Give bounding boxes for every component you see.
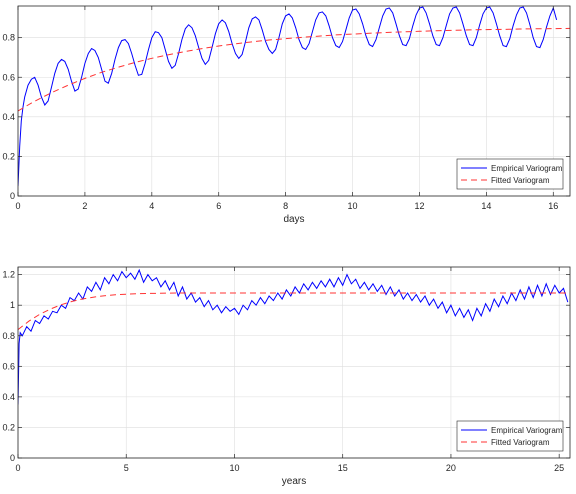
y-tick-label: 0 bbox=[9, 453, 15, 463]
y-tick-label: 0.2 bbox=[2, 151, 15, 162]
legend bbox=[457, 421, 563, 451]
legend-label: Fitted Variogram bbox=[491, 176, 550, 185]
x-tick-label: 10 bbox=[229, 463, 240, 473]
y-tick-label: 0.4 bbox=[2, 391, 15, 402]
x-tick-label: 20 bbox=[445, 463, 456, 473]
y-tick-label: 0.6 bbox=[2, 361, 15, 372]
x-tick-label: 10 bbox=[347, 201, 358, 211]
y-tick-label: 1 bbox=[9, 300, 15, 311]
y-tick-label: 0.4 bbox=[2, 111, 15, 122]
x-tick-label: 16 bbox=[548, 201, 559, 211]
legend-label: Empirical Variogram bbox=[491, 426, 563, 435]
y-tick-label: 0.6 bbox=[2, 72, 15, 83]
x-tick-label: 15 bbox=[337, 463, 348, 473]
y-tick-label: 1.2 bbox=[2, 269, 15, 280]
x-tick-label: 8 bbox=[283, 201, 289, 211]
legend-label: Fitted Variogram bbox=[491, 438, 550, 447]
x-tick-label: 4 bbox=[149, 201, 155, 211]
y-tick-label: 0.8 bbox=[2, 32, 15, 43]
x-tick-label: 0 bbox=[15, 201, 21, 211]
y-tick-label: 0 bbox=[9, 191, 15, 201]
x-tick-label: 0 bbox=[15, 463, 21, 473]
legend bbox=[457, 159, 563, 189]
x-axis-label: years bbox=[281, 476, 307, 487]
x-tick-label: 12 bbox=[414, 201, 425, 211]
x-tick-label: 25 bbox=[554, 463, 565, 473]
y-tick-label: 0.8 bbox=[2, 330, 15, 341]
legend-label: Empirical Variogram bbox=[491, 164, 563, 173]
x-tick-label: 2 bbox=[82, 201, 88, 211]
y-tick-label: 0.2 bbox=[2, 422, 15, 433]
chart-panel-2 bbox=[2, 267, 570, 487]
x-tick-label: 5 bbox=[123, 463, 129, 473]
chart-panel-1 bbox=[2, 6, 570, 225]
x-tick-label: 14 bbox=[481, 201, 492, 211]
x-axis-label: days bbox=[283, 214, 305, 225]
x-tick-label: 6 bbox=[216, 201, 222, 211]
